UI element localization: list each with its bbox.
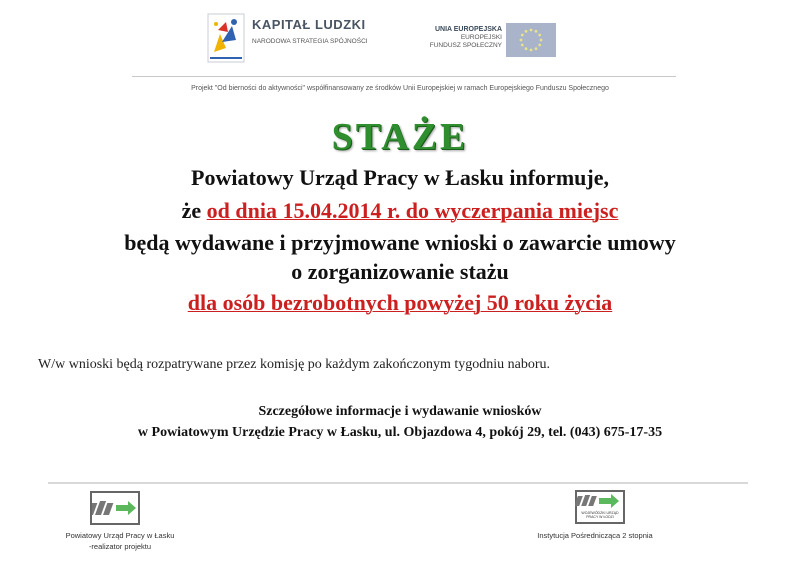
eu-text-block [410, 26, 502, 50]
eu-line-1: EUROPEJSKI [460, 34, 502, 41]
date-highlight: od dnia 15.04.2014 r. do wyczerpania miejsc [206, 198, 619, 223]
kapital-ludzki-subtitle: NARODOWA STRATEGIA SPÓJNOŚCI [252, 38, 368, 45]
announcement-line-2-prefix: że [181, 198, 207, 223]
kapital-ludzki-logo-icon [206, 12, 246, 64]
eu-line-2: FUNDUSZ SPOŁECZNY [429, 42, 502, 49]
announcement-line-4: o zorganizowanie stażu [291, 259, 509, 284]
wup-lodz-logo-text: WOJEWÓDZKI URZĄD PRACY W ŁODZI [581, 511, 619, 519]
details-line-1: Szczegółowe informacje i wydawanie wniosków [258, 404, 542, 419]
footer-right-line-1: Instytucja Pośrednicząca 2 stopnia [537, 531, 653, 540]
footer-divider [48, 482, 748, 484]
target-group-highlight: dla osób bezrobotnych powyżej 50 roku życia [187, 290, 613, 315]
announcement-line-1: Powiatowy Urząd Pracy w Łasku informuje, [191, 165, 609, 190]
page-title: STAŻE [331, 116, 469, 158]
announcement-line-2 [0, 198, 800, 224]
wup-lodz-logo [575, 490, 625, 524]
eu-flag-icon [506, 23, 556, 57]
review-note: W/w wnioski będą rozpatrywane przez komisję po każdym zakończonym tygodniu naboru. [38, 357, 551, 372]
project-line: Projekt "Od bierności do aktywności" współfinansowany ze środków Unii Europejskiej w ramach Europejskiego Funduszu Społecznego [191, 85, 609, 92]
kapital-ludzki-title: KAPITAŁ LUDZKI [252, 17, 366, 32]
footer-left-line-1: Powiatowy Urząd Pracy w Łasku [65, 531, 175, 540]
eu-title: UNIA EUROPEJSKA [434, 26, 502, 33]
announcement-line-5 [0, 290, 800, 316]
footer-left-caption [55, 530, 185, 552]
pup-lask-logo-icon [90, 491, 140, 525]
announcement-line-3: będą wydawane i przyjmowane wnioski o zawarcie umowy [124, 230, 676, 255]
footer-left-line-2: -realizator projektu [88, 542, 152, 551]
footer-right-caption [520, 530, 670, 541]
details-line-2: w Powiatowym Urzędzie Pracy w Łasku, ul. Objazdowa 4, pokój 29, tel. (043) 675-17-35 [137, 425, 663, 440]
header-divider [132, 76, 676, 77]
